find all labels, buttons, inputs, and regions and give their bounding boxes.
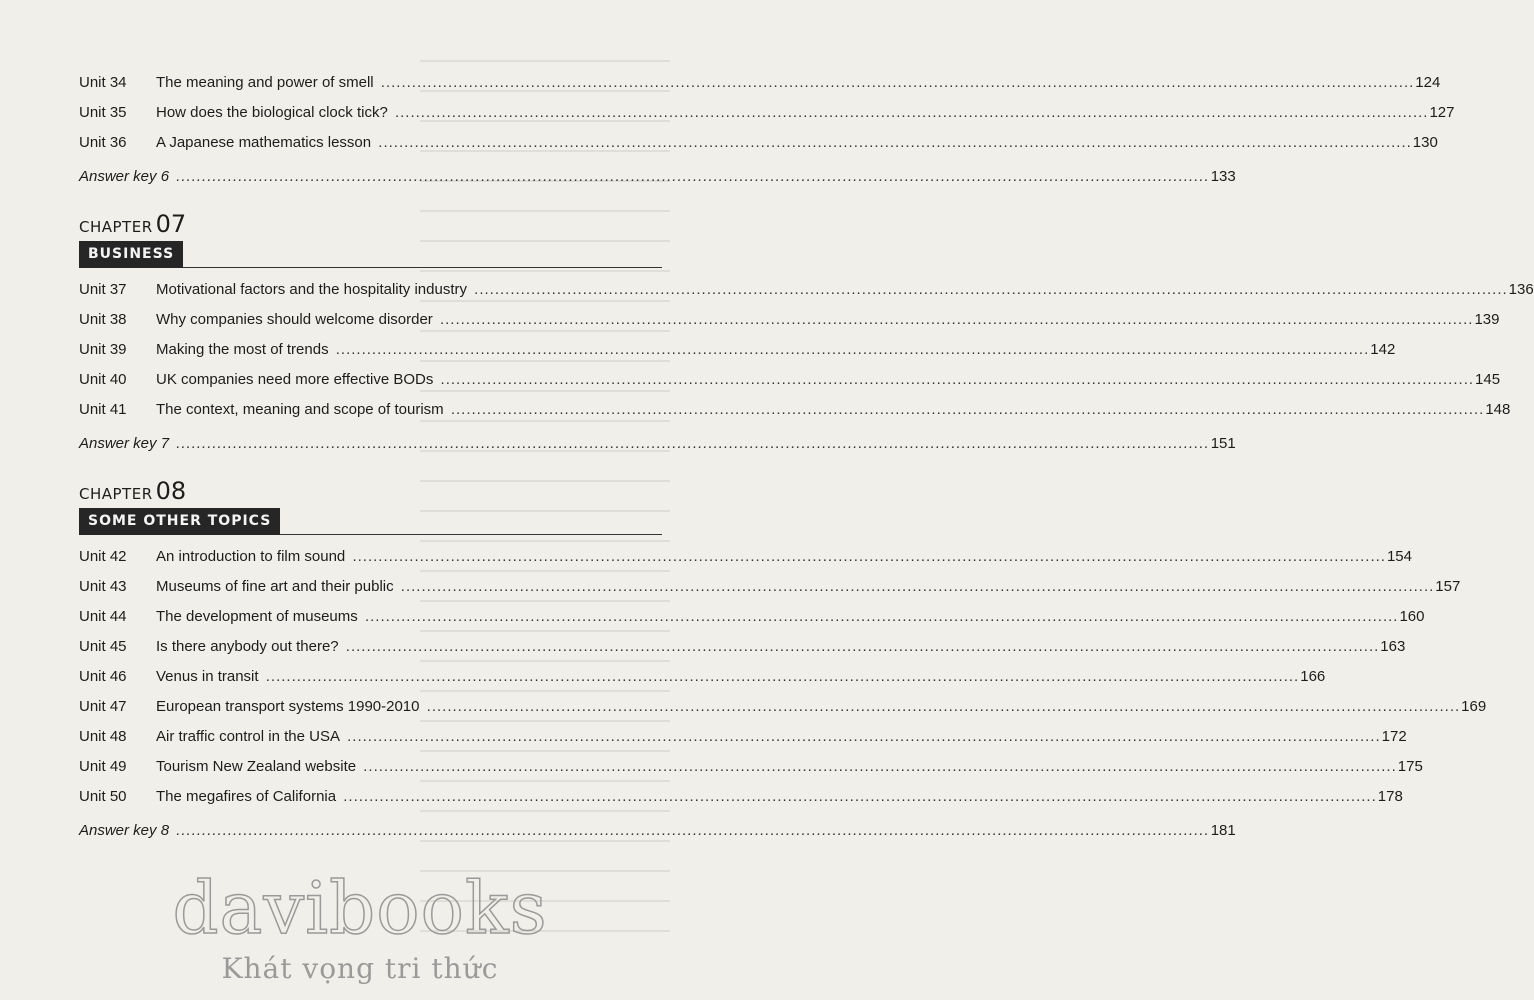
chapter-07-header — [79, 202, 662, 269]
page-number: 133 — [1210, 168, 1236, 185]
unit-number: Unit 44 — [79, 608, 127, 625]
unit-title: An introduction to film sound — [156, 548, 346, 565]
chapter-number: 07 — [155, 210, 187, 238]
toc-row-unit-44[interactable]: Unit 44 The development of museums ........................................................................................................................................................................................................ 160 — [79, 602, 662, 632]
chapter-label — [79, 202, 662, 236]
section-bar — [79, 508, 662, 536]
unit-number: Unit 40 — [79, 371, 127, 388]
page-number: 169 — [1461, 698, 1487, 715]
page-number: 136 — [1508, 281, 1534, 298]
page-number: 130 — [1412, 134, 1438, 151]
unit-number: Unit 46 — [79, 668, 127, 685]
chapter-word: CHAPTER — [79, 485, 153, 503]
unit-number: Unit 38 — [79, 311, 127, 328]
watermark-brand: davibooks — [172, 866, 548, 950]
toc-row-unit-45[interactable]: Unit 45 Is there anybody out there? ........................................................................................................................................................................................................ 163 — [79, 632, 662, 662]
page-number: 127 — [1429, 104, 1455, 121]
toc-row-answer-key-6[interactable]: Answer key 6 ........................................................................................................................................................................................................ 133 — [79, 162, 662, 192]
unit-title: The context, meaning and scope of tourism — [156, 401, 444, 418]
toc-row-unit-49[interactable]: Unit 49 Tourism New Zealand website ........................................................................................................................................................................................................ 175 — [79, 752, 662, 782]
unit-number: Unit 48 — [79, 728, 127, 745]
unit-title: Museums of fine art and their public — [156, 578, 394, 595]
unit-title: Tourism New Zealand website — [156, 758, 357, 775]
page-number: 151 — [1210, 435, 1236, 452]
page-number: 178 — [1377, 788, 1403, 805]
unit-number: Unit 43 — [79, 578, 127, 595]
toc-row-unit-36[interactable]: Unit 36 A Japanese mathematics lesson ........................................................................................................................................................................................................ 130 — [79, 128, 662, 158]
toc-row-unit-39[interactable]: Unit 39 Making the most of trends ........................................................................................................................................................................................................ 142 — [79, 335, 662, 365]
unit-title: Air traffic control in the USA — [156, 728, 340, 745]
toc-row-unit-48[interactable]: Unit 48 Air traffic control in the USA ........................................................................................................................................................................................................ 172 — [79, 722, 662, 752]
page-number: 166 — [1300, 668, 1326, 685]
page-number: 154 — [1386, 548, 1412, 565]
unit-number: Unit 45 — [79, 638, 127, 655]
page-number: 142 — [1370, 341, 1396, 358]
unit-number: Unit 34 — [79, 74, 127, 91]
toc-row-answer-key-7[interactable]: Answer key 7 ........................................................................................................................................................................................................ 151 — [79, 429, 662, 459]
unit-title: European transport systems 1990-2010 — [156, 698, 420, 715]
section-title: BUSINESS — [79, 241, 183, 268]
unit-title: Motivational factors and the hospitality industry — [156, 281, 467, 298]
toc-row-unit-47[interactable]: Unit 47 European transport systems 1990-2010 ........................................................................................................................................................................................................ 169 — [79, 692, 662, 722]
page-number: 139 — [1474, 311, 1500, 328]
page-number: 160 — [1399, 608, 1425, 625]
toc-row-unit-50[interactable]: Unit 50 The megafires of California ........................................................................................................................................................................................................ 178 — [79, 782, 662, 812]
unit-number: Unit 36 — [79, 134, 127, 151]
chapter-word: CHAPTER — [79, 218, 153, 236]
unit-title: Making the most of trends — [156, 341, 329, 358]
page-number: 175 — [1397, 758, 1423, 775]
unit-title: Why companies should welcome disorder — [156, 311, 433, 328]
unit-number: Unit 41 — [79, 401, 127, 418]
unit-number: Unit 47 — [79, 698, 127, 715]
toc-row-answer-key-8[interactable]: Answer key 8 ........................................................................................................................................................................................................ 181 — [79, 816, 662, 846]
unit-title: Is there anybody out there? — [156, 638, 339, 655]
answer-key-label: Answer key 6 — [79, 168, 170, 185]
unit-title: The meaning and power of smell — [156, 74, 374, 91]
toc-row-unit-43[interactable]: Unit 43 Museums of fine art and their public ........................................................................................................................................................................................................ 157 — [79, 572, 662, 602]
toc-row-unit-37[interactable]: Unit 37 Motivational factors and the hospitality industry ........................................................................................................................................................................................................ 136 — [79, 275, 662, 305]
watermark-tagline: Khát vọng tri thức — [221, 952, 499, 985]
unit-number: Unit 35 — [79, 104, 127, 121]
unit-number: Unit 39 — [79, 341, 127, 358]
page-number: 148 — [1485, 401, 1511, 418]
unit-title: UK companies need more effective BODs — [156, 371, 434, 388]
unit-title: A Japanese mathematics lesson — [156, 134, 372, 151]
unit-number: Unit 50 — [79, 788, 127, 805]
page-number: 145 — [1475, 371, 1501, 388]
unit-number: Unit 49 — [79, 758, 127, 775]
toc-row-unit-42[interactable]: Unit 42 An introduction to film sound ........................................................................................................................................................................................................ 154 — [79, 542, 662, 572]
toc-row-unit-38[interactable]: Unit 38 Why companies should welcome disorder ........................................................................................................................................................................................................ 139 — [79, 305, 662, 335]
unit-title: Venus in transit — [156, 668, 259, 685]
toc-row-unit-35[interactable]: Unit 35 How does the biological clock tick? ........................................................................................................................................................................................................ 127 — [79, 98, 662, 128]
toc-row-unit-46[interactable]: Unit 46 Venus in transit ........................................................................................................................................................................................................ 166 — [79, 662, 662, 692]
toc-row-unit-40[interactable]: Unit 40 UK companies need more effective BODs ........................................................................................................................................................................................................ 145 — [79, 365, 662, 395]
answer-key-label: Answer key 8 — [79, 822, 170, 839]
section-bar — [79, 241, 662, 269]
watermark — [150, 866, 570, 985]
page-number: 181 — [1210, 822, 1236, 839]
section-title: SOME OTHER TOPICS — [79, 508, 280, 535]
unit-title: The development of museums — [156, 608, 358, 625]
chapter-08-header — [79, 469, 662, 536]
unit-number: Unit 37 — [79, 281, 127, 298]
unit-title: How does the biological clock tick? — [156, 104, 388, 121]
chapter-label — [79, 469, 662, 503]
answer-key-label: Answer key 7 — [79, 435, 170, 452]
page-number: 124 — [1415, 74, 1441, 91]
page-number: 172 — [1381, 728, 1407, 745]
unit-number: Unit 42 — [79, 548, 127, 565]
unit-title: The megafires of California — [156, 788, 337, 805]
toc-row-unit-34[interactable]: Unit 34 The meaning and power of smell ........................................................................................................................................................................................................ 124 — [79, 68, 662, 98]
table-of-contents — [79, 68, 1534, 846]
page-number: 163 — [1380, 638, 1406, 655]
toc-row-unit-41[interactable]: Unit 41 The context, meaning and scope of tourism ........................................................................................................................................................................................................ 148 — [79, 395, 662, 425]
page-number: 157 — [1435, 578, 1461, 595]
chapter-number: 08 — [155, 477, 187, 505]
